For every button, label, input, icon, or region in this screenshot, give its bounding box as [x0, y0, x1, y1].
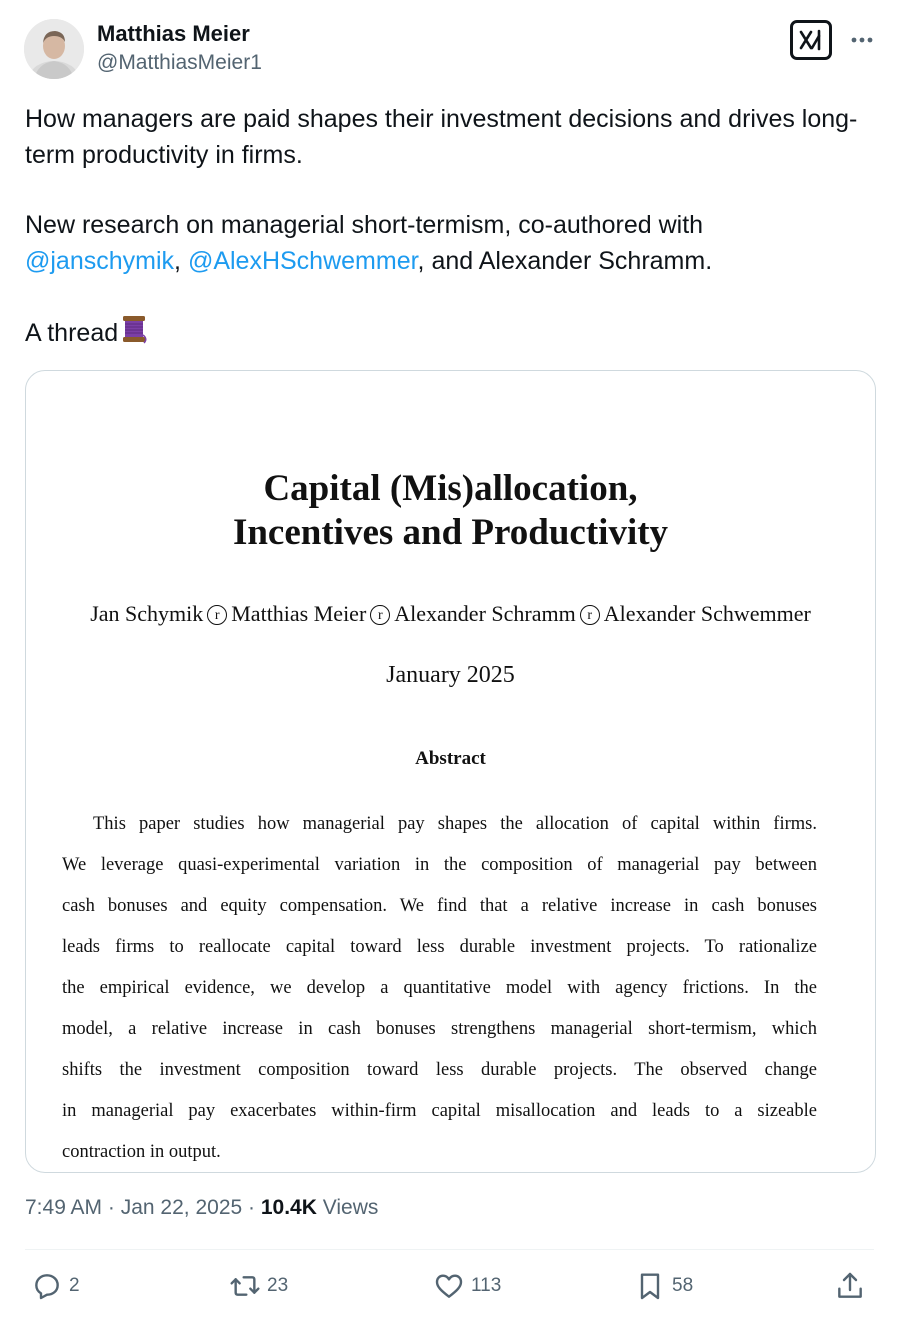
- bookmark-button[interactable]: [634, 1268, 693, 1304]
- tweet-meta: [25, 1196, 378, 1220]
- avatar-photo-icon: [24, 19, 84, 79]
- mention-link-janschymik[interactable]: @janschymik: [25, 247, 175, 275]
- meta-separator: ·: [242, 1196, 261, 1219]
- avatar[interactable]: [24, 19, 84, 79]
- paper-author: Jan Schymik: [90, 601, 204, 626]
- more-icon: [850, 36, 874, 44]
- tweet-paragraph-3: [25, 313, 875, 351]
- tweet-text-segment: ,: [174, 247, 188, 275]
- heart-icon: [433, 1270, 465, 1302]
- like-count: 113: [471, 1275, 502, 1296]
- tweet-paragraph-1: How managers are paid shapes their investment decisions and drives long-term productivity in firms.: [25, 105, 858, 169]
- abstract-line: shifts the investment composition toward less durable projects. The observed change: [62, 1060, 817, 1080]
- tweet-time[interactable]: 7:49 AM: [25, 1196, 103, 1219]
- share-button[interactable]: [834, 1268, 866, 1304]
- author-separator-icon: r: [370, 605, 390, 625]
- author-name[interactable]: Matthias Meier: [97, 21, 250, 46]
- grok-icon: [798, 28, 824, 52]
- tweet-date[interactable]: Jan 22, 2025: [120, 1196, 243, 1219]
- meta-separator: ·: [102, 1196, 121, 1219]
- share-icon: [834, 1270, 866, 1302]
- paper-date: January 2025: [386, 662, 515, 688]
- bookmark-icon: [634, 1270, 666, 1302]
- abstract-line: the empirical evidence, we develop a quantitative model with agency frictions. In the: [62, 978, 817, 998]
- reply-count: 2: [69, 1275, 80, 1296]
- paper-author: Matthias Meier: [231, 601, 367, 626]
- views-label: Views: [316, 1196, 379, 1219]
- author-handle[interactable]: @MatthiasMeier1: [97, 51, 262, 74]
- author-separator-icon: r: [580, 605, 600, 625]
- mention-link-alexhschwemmer[interactable]: @AlexHSchwemmer: [187, 247, 418, 275]
- abstract-line: cash bonuses and equity compensation. We find that a relative increase in cash bonuses: [62, 896, 817, 916]
- paper-authors: [26, 601, 875, 627]
- paper-title-line-1: Capital (Mis)allocation,: [263, 468, 638, 509]
- paper-title-line-2: Incentives and Productivity: [232, 512, 669, 553]
- abstract-line: We leverage quasi-experimental variation in the composition of managerial pay between: [62, 855, 817, 875]
- attached-image[interactable]: [25, 370, 876, 1173]
- reply-button[interactable]: [31, 1268, 80, 1304]
- tweet-paragraph-2: [25, 207, 875, 279]
- divider: [25, 1249, 874, 1250]
- reply-icon: [31, 1270, 63, 1302]
- abstract-line: leads firms to reallocate capital toward less durable investment projects. To rationalize: [62, 937, 817, 957]
- author-separator-icon: r: [207, 605, 227, 625]
- tweet-text-segment: , and Alexander Schramm.: [417, 247, 713, 275]
- abstract-line: This paper studies how managerial pay shapes the allocation of capital within firms.: [93, 814, 817, 834]
- tweet-text-segment: A thread: [25, 319, 119, 347]
- repost-button[interactable]: [229, 1268, 288, 1304]
- abstract-line: contraction in output.: [62, 1142, 221, 1162]
- tweet-text-segment: New research on managerial short-termism, co-authored with: [25, 211, 704, 239]
- spool-of-thread-icon: [118, 313, 150, 345]
- abstract-line: in managerial pay exacerbates within-firm capital misallocation and leads to a sizeable: [62, 1101, 817, 1121]
- paper-author: Alexander Schramm: [394, 601, 576, 626]
- abstract-line: model, a relative increase in cash bonuses strengthens managerial short-termism, which: [62, 1019, 817, 1039]
- repost-icon: [229, 1270, 261, 1302]
- like-button[interactable]: [433, 1268, 501, 1304]
- paper-author: Alexander Schwemmer: [603, 601, 811, 626]
- more-options-button[interactable]: [846, 24, 878, 56]
- tweet-text: [25, 101, 875, 351]
- abstract-heading: Abstract: [415, 748, 486, 769]
- grok-button[interactable]: [790, 20, 832, 60]
- views-count: 10.4K: [260, 1196, 317, 1219]
- repost-count: 23: [267, 1275, 289, 1296]
- bookmark-count: 58: [672, 1275, 694, 1296]
